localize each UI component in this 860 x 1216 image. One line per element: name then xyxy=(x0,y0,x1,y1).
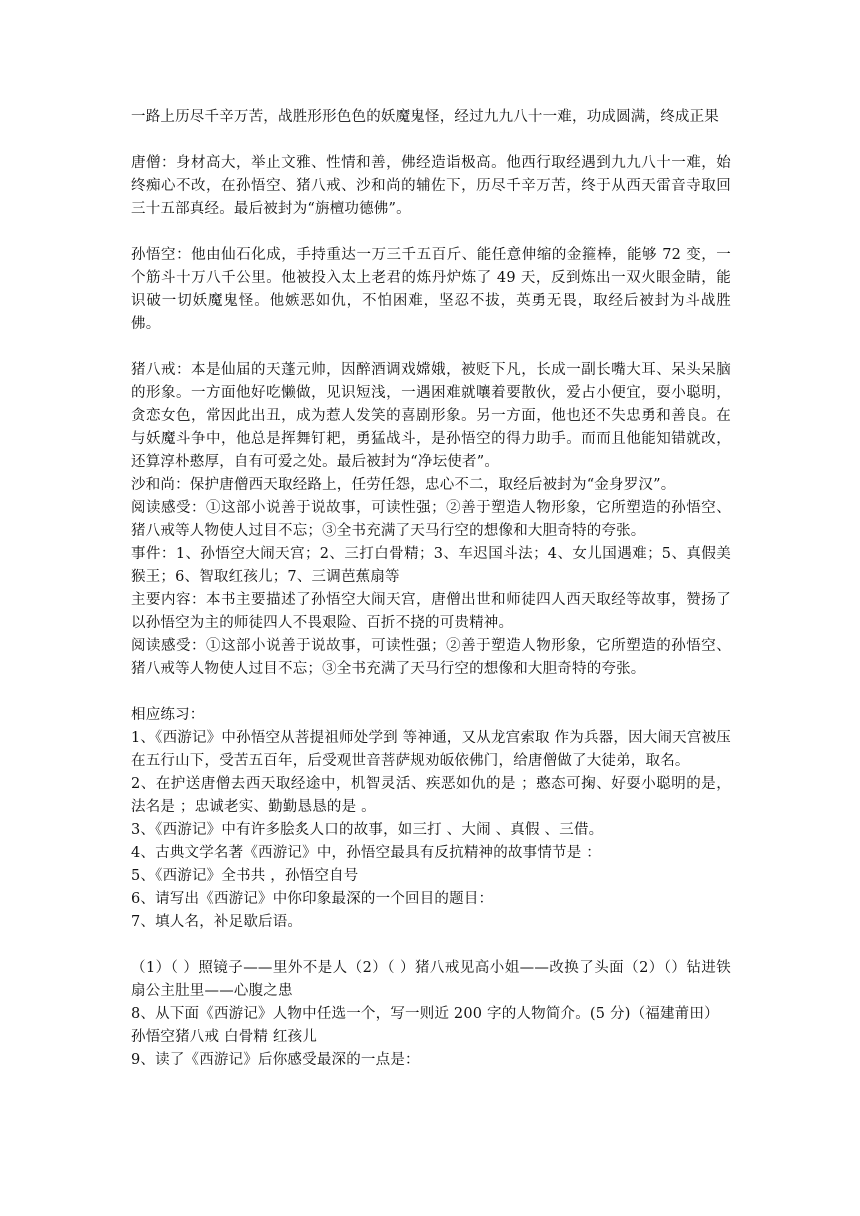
exercise-question-4: 4、古典文学名著《西游记》中，孙悟空最具有反抗精神的故事情节是 ： xyxy=(131,845,601,861)
exercise-question-2: 2、在护送唐僧去西天取经途中，机智灵活、疾恶如仇的是 ；憨态可掬、好耍小聪明的是，法名是 ；忠诚老实、勤勤恳恳的是 。 xyxy=(131,776,731,815)
intro-paragraph: 一路上历尽千辛万苦，战胜形形色色的妖魔鬼怪，经过九九八十一难，功成圆满，终成正果 xyxy=(131,109,719,125)
exercise-question-1: 1、《西游记》中孙悟空从菩提祖师处学到 等神通，又从龙宫索取 作为兵器，因大闹天宫被压在五行山下，受苦五百年，后受观世音菩萨规劝皈依佛门，给唐僧做了大徒弟，取名。 xyxy=(131,730,731,769)
sun-wukong-paragraph: 孙悟空：他由仙石化成，手持重达一万三千五百斤、能任意伸缩的金箍棒，能够 72 变，一个筋斗十万八千公里。他被投入太上老君的炼丹炉炼了 49 天，反到炼出一双火眼金睛，能识破一切妖魔鬼怪。他嫉恶如仇，不怕困难，坚忍不拔，英勇无畏，取经后被封为斗战胜佛。 xyxy=(131,247,731,332)
exercise-question-5: 5、《西游记》全书共 ，孙悟空自号 xyxy=(131,868,359,884)
exercise-question-8-options: 孙悟空猪八戒 白骨精 红孩儿 xyxy=(131,1029,318,1045)
reading-feeling-paragraph: 阅读感受：①这部小说善于说故事，可读性强；②善于塑造人物形象，它所塑造的孙悟空、猪八戒等人物使人过目不忘；③全书充满了天马行空的想像和大胆奇特的夸张。 xyxy=(131,500,731,539)
exercise-question-7-items: （1）（ ）照镜子——里外不是人（2）（ ）猪八戒见高小姐——改换了头面（2）（）钻进铁扇公主肚里——心腹之患 xyxy=(131,960,731,999)
events-paragraph: 事件：1、孙悟空大闹天宫；2、三打白骨精；3、车迟国斗法；4、女儿国遇难；5、真假美猴王；6、智取红孩儿；7、三调芭蕉扇等 xyxy=(131,546,731,585)
main-content-paragraph: 主要内容：本书主要描述了孙悟空大闹天宫，唐僧出世和师徒四人西天取经等故事，赞扬了以孙悟空为主的师徒四人不畏艰险、百折不挠的可贵精神。 xyxy=(131,592,731,631)
zhu-bajie-paragraph: 猪八戒：本是仙届的天蓬元帅，因醉酒调戏嫦娥，被贬下凡，长成一副长嘴大耳、呆头呆脑的形象。一方面他好吃懒做，见识短浅，一遇困难就嚷着要散伙，爱占小便宜，耍小聪明，贪恋女色，常因此出丑，成为惹人发笑的喜剧形象。另一方面，他也还不失忠勇和善良。在与妖魔斗争中，他总是挥舞钉耙，勇猛战斗，是孙悟空的得力助手。而而且他能知错就改，还算淳朴憨厚，自有可爱之处。最后被封为“净坛使者”。 xyxy=(131,362,731,470)
exercise-question-3: 3、《西游记》中有许多脍炙人口的故事，如三打 、大闹 、真假 、三借。 xyxy=(131,822,604,838)
exercise-question-6: 6、请写出《西游记》中你印象最深的一个回目的题目： xyxy=(131,891,494,907)
document-body xyxy=(131,106,731,1072)
tang-seng-paragraph: 唐僧：身材高大，举止文雅、性情和善，佛经造诣极高。他西行取经遇到九九八十一难，始终痴心不改，在孙悟空、猪八戒、沙和尚的辅佐下，历尽千辛万苦，终于从西天雷音寺取回三十五部真经。最后被封为“旃檀功德佛”。 xyxy=(131,155,731,217)
exercise-question-9: 9、读了《西游记》后你感受最深的一点是： xyxy=(131,1052,420,1068)
exercise-question-7: 7、填人名，补足歇后语。 xyxy=(131,914,303,930)
exercises-heading: 相应练习： xyxy=(131,707,205,723)
sha-heshang-paragraph: 沙和尚：保护唐僧西天取经路上，任劳任怨，忠心不二，取经后被封为“金身罗汉”。 xyxy=(131,477,676,493)
reading-feeling-paragraph-2: 阅读感受：①这部小说善于说故事，可读性强；②善于塑造人物形象，它所塑造的孙悟空、猪八戒等人物使人过目不忘；③全书充满了天马行空的想像和大胆奇特的夸张。 xyxy=(131,638,731,677)
exercise-question-8: 8、从下面《西游记》人物中任选一个，写一则近 200 字的人物简介。(5 分)（福建莆田） xyxy=(131,1006,719,1022)
